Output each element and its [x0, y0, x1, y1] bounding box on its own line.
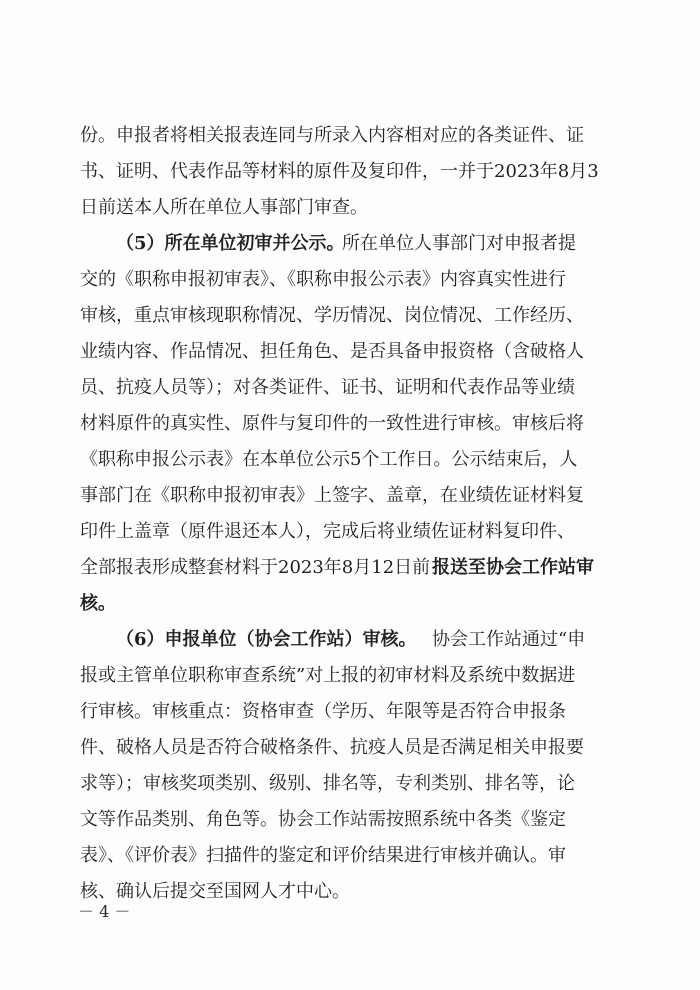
text-line-content: 审核，重点审核现职称情况、学历情况、岗位情况、工作经历、	[80, 305, 584, 326]
text-line	[0, 658, 700, 694]
text-line	[0, 694, 700, 730]
text-line	[0, 118, 700, 154]
text-line-content: 书、证明、代表作品等材料的原件及复印件，一并于2023年8月3	[80, 161, 599, 182]
text-line	[0, 334, 700, 370]
text-line	[0, 226, 700, 262]
section-heading-6: （6）申报单位（协会工作站）审核。	[116, 629, 417, 650]
text-line	[0, 586, 700, 622]
text-line	[0, 262, 700, 298]
text-line	[0, 154, 700, 190]
text-line-content: 《职称申报公示表》在本单位公示5个工作日。公示结束后，人	[80, 449, 578, 470]
text-line-content: 行审核。审核重点：资格审查（学历、年限等是否符合申报条	[80, 701, 566, 722]
text-line	[0, 478, 700, 514]
text-line-content: 所在单位人事部门对申报者提	[342, 233, 576, 254]
text-line	[0, 190, 700, 226]
section-heading-5: （5）所在单位初审并公示。	[116, 233, 345, 254]
page-number: － 4 －	[78, 902, 131, 921]
text-line-content: 报或主管单位职称审查系统”对上报的初审材料及系统中数据进	[80, 665, 576, 686]
text-line-content: 员、抗疫人员等）；对各类证件、证书、证明和代表作品等业绩	[80, 377, 575, 398]
text-line-content: 求等）；审核奖项类别、级别、排名等，专利类别、排名等，论	[80, 773, 575, 794]
text-line	[0, 514, 700, 550]
text-line	[0, 406, 700, 442]
text-line-content: 材料原件的真实性、原件与复印件的一致性进行审核。审核后将	[80, 413, 584, 434]
text-line	[0, 550, 700, 586]
text-line-content: 协会工作站通过“申	[432, 629, 586, 650]
text-line-content: 印件上盖章（原件退还本人），完成后将业绩佐证材料复印件、	[80, 521, 575, 542]
text-line	[0, 766, 700, 802]
text-line-content: 业绩内容、作品情况、担任角色、是否具备申报资格（含破格人	[80, 341, 584, 362]
text-line	[0, 442, 700, 478]
text-line	[0, 730, 700, 766]
text-line	[0, 298, 700, 334]
text-line-content: 交的《职称申报初审表》、《职称申报公示表》内容真实性进行	[80, 269, 566, 290]
text-line-content: 表》、《评价表》扫描件的鉴定和评价结果进行审核并确认。审	[80, 845, 566, 866]
text-line	[0, 370, 700, 406]
text-line-content: 全部报表形成整套材料于2023年8月12日前	[80, 557, 431, 578]
text-line-content: 核、确认后提交至国网人才中心。	[80, 881, 350, 902]
text-line-content: 日前送本人所在单位人事部门审查。	[80, 197, 368, 218]
text-line	[0, 838, 700, 874]
text-line-content: 文等作品类别、角色等。协会工作站需按照系统中各类《鉴定	[80, 809, 566, 830]
text-line-content: 件、破格人员是否符合破格条件、抗疫人员是否满足相关申报要	[80, 737, 584, 758]
text-line	[0, 622, 700, 658]
emphasis-text: 核。	[80, 593, 116, 614]
text-line-content: 事部门在《职称申报初审表》上签字、盖章，在业绩佐证材料复	[80, 485, 584, 506]
emphasis-text: 报送至协会工作站审	[432, 557, 594, 578]
text-line	[0, 802, 700, 838]
text-line-content: 份。申报者将相关报表连同与所录入内容相对应的各类证件、证	[80, 125, 584, 146]
